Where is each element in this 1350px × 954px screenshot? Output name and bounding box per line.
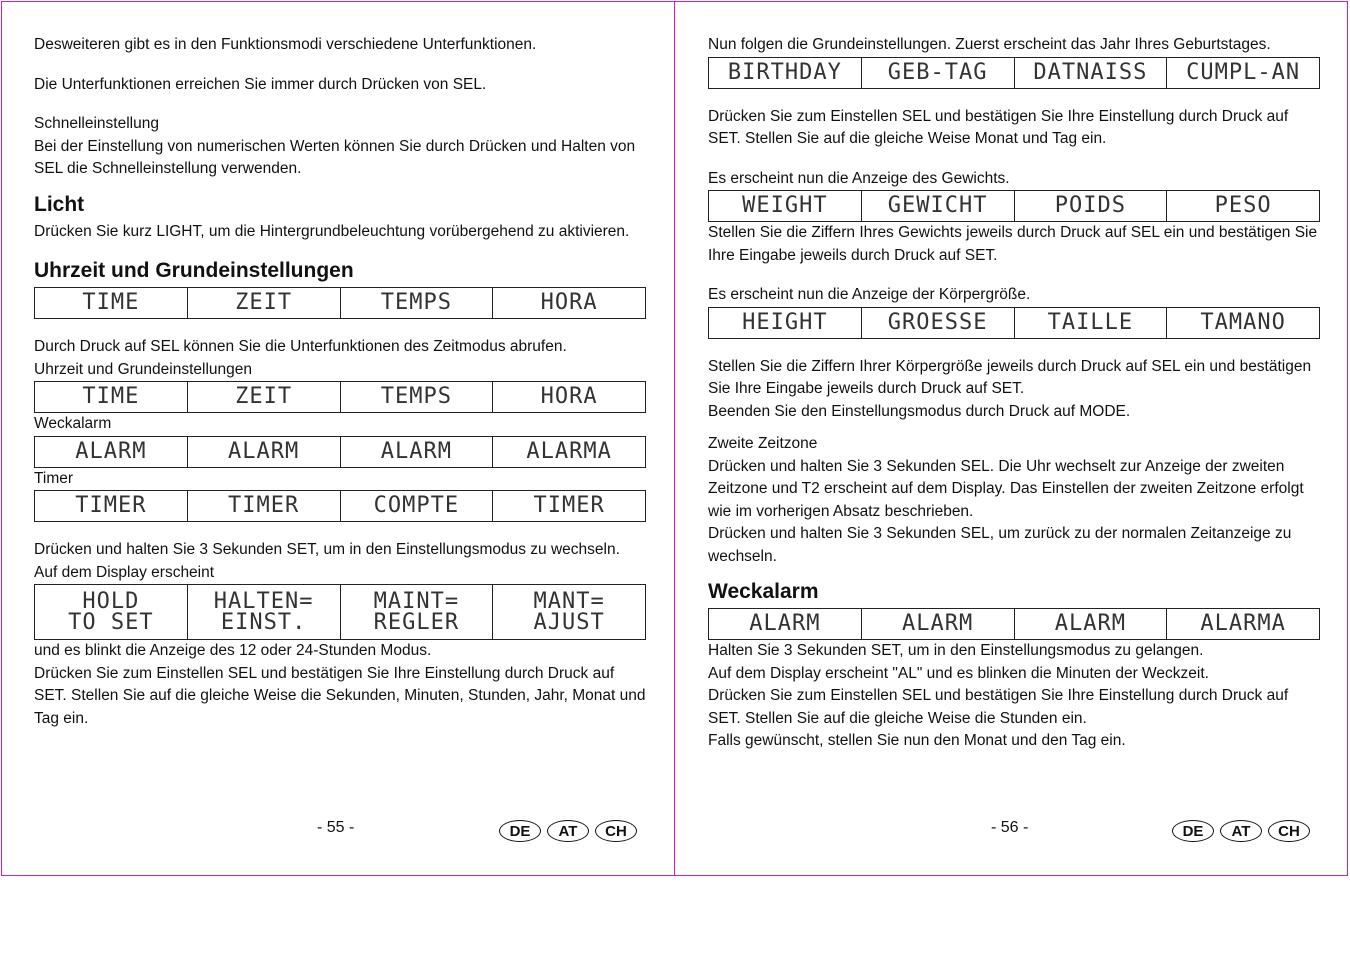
sub2-label: Weckalarm xyxy=(34,415,112,432)
intro-bold: Unterfunktionen xyxy=(422,36,533,53)
sub3-lcd-table xyxy=(34,490,646,522)
country-badges xyxy=(1172,820,1310,842)
badge-de: DE xyxy=(499,820,541,842)
lcd-cell: HEIGHT xyxy=(709,307,862,338)
right-content xyxy=(708,34,1320,753)
sel-paragraph: Die Unterfunktionen erreichen Sie immer durch Drücken von SEL. xyxy=(34,75,487,93)
time-lcd-table xyxy=(34,287,646,319)
lcd-cell: TAILLE xyxy=(1014,307,1167,338)
zone-paragraph-1: Drücken und halten Sie 3 Sekunden SEL. Die Uhr wechselt zur Anzeige der zweiten Zeitzone und T2 erscheint auf dem Display. Das Einstellen der zweiten Zeitzone erfolgt wie im vorherigen Absatz beschrieben. xyxy=(708,457,1304,520)
lcd-cell: ALARM xyxy=(340,436,493,467)
lcd-cell: DATNAISS xyxy=(1014,57,1167,88)
badge-de: DE xyxy=(1172,820,1214,842)
lcd-line: EINST. xyxy=(220,610,307,635)
country-badges xyxy=(499,820,637,842)
lcd-cell: ALARM xyxy=(709,609,862,640)
alarm-display-paragraph: Auf dem Display erscheint "AL" und es blinken die Minuten der Weckzeit. xyxy=(708,664,1209,682)
intro-end: . xyxy=(532,36,537,53)
birthday-set-paragraph: Drücken Sie zum Einstellen SEL und bestätigen Sie Ihre Einstellung durch Druck auf SET. Stellen Sie auf die gleiche Weise Monat und Tag ein. xyxy=(708,107,1289,147)
sub3-label: Timer xyxy=(34,469,74,487)
birthday-lcd-table xyxy=(708,57,1320,89)
zone-title: Zweite Zeitzone xyxy=(708,435,818,452)
alarm-lcd-table xyxy=(708,608,1320,640)
lcd-cell: WEIGHT xyxy=(709,191,862,222)
lcd-line: AJUST xyxy=(533,610,605,635)
badge-at: AT xyxy=(1220,820,1262,842)
height-lcd-table xyxy=(708,307,1320,339)
alarm-hold-paragraph: Halten Sie 3 Sekunden SET, um in den Einstellungsmodus zu gelangen. xyxy=(708,642,1204,659)
set-paragraph: Drücken Sie zum Einstellen SEL und bestätigen Sie Ihre Einstellung durch Druck auf SET. Stellen Sie auf die gleiche Weise die Sekunden, Minuten, Stunden, Jahr, Monat und Tag ein. xyxy=(34,664,646,727)
sub1-label: Uhrzeit und Grundeinstellungen xyxy=(34,360,252,378)
alarm-heading: Weckalarm xyxy=(708,580,819,603)
intro-paragraph xyxy=(34,34,646,57)
light-heading: Licht xyxy=(34,192,85,216)
page-number: - 55 - xyxy=(317,819,355,836)
lcd-cell: TIMER xyxy=(187,491,340,522)
lcd-cell: ALARM xyxy=(861,609,1014,640)
lcd-cell: ZEIT xyxy=(187,382,340,413)
lcd-cell: GEB-TAG xyxy=(861,57,1014,88)
lcd-line: MANT= xyxy=(533,589,605,614)
blink-paragraph: und es blinkt die Anzeige des 12 oder 24-Stunden Modus. xyxy=(34,642,432,659)
hold-lcd-table xyxy=(34,584,646,640)
left-page xyxy=(1,1,675,876)
weight-set-paragraph: Stellen Sie die Ziffern Ihres Gewichts jeweils durch Druck auf SEL ein und bestätigen Sie Ihre Eingabe jeweils durch Druck auf SET. xyxy=(708,224,1318,264)
lcd-cell: CUMPL-AN xyxy=(1167,57,1320,88)
left-content xyxy=(34,34,646,730)
lcd-cell: GEWICHT xyxy=(861,191,1014,222)
badge-at: AT xyxy=(547,820,589,842)
hold-paragraph: Drücken und halten Sie 3 Sekunden SET, um in den Einstellungsmodus zu wechseln. xyxy=(34,541,620,558)
intro-text: Desweiteren gibt es in den Funktionsmodi verschiedene xyxy=(34,36,423,53)
lcd-cell: BIRTHDAY xyxy=(709,57,862,88)
quick-title: Schnelleinstellung xyxy=(34,115,159,132)
lcd-cell: ALARM xyxy=(187,436,340,467)
badge-ch: CH xyxy=(1268,820,1310,842)
lcd-cell xyxy=(340,585,493,640)
weight-intro: Es erscheint nun die Anzeige des Gewichts. xyxy=(708,169,1010,187)
lcd-line: REGLER xyxy=(373,610,460,635)
lcd-cell: ALARM xyxy=(35,436,188,467)
lcd-cell: TIMER xyxy=(35,491,188,522)
birthday-paragraph: Nun folgen die Grundeinstellungen. Zuerst erscheint das Jahr Ihres Geburtstages. xyxy=(708,36,1271,53)
mode-paragraph: Beenden Sie den Einstellungsmodus durch Druck auf MODE. xyxy=(708,402,1131,420)
lcd-cell: TEMPS xyxy=(340,382,493,413)
right-page xyxy=(674,1,1348,876)
lcd-cell: GROESSE xyxy=(861,307,1014,338)
lcd-cell xyxy=(35,585,188,640)
page-number: - 56 - xyxy=(991,819,1029,836)
zone-paragraph-2: Drücken und halten Sie 3 Sekunden SEL, um zurück zu der normalen Zeitanzeige zu wechseln. xyxy=(708,525,1292,565)
lcd-cell: TAMANO xyxy=(1167,307,1320,338)
lcd-cell: POIDS xyxy=(1014,191,1167,222)
lcd-line: HALTEN= xyxy=(213,589,314,614)
lcd-cell: HORA xyxy=(493,288,646,319)
lcd-cell: TIME xyxy=(35,288,188,319)
lcd-cell: ZEIT xyxy=(187,288,340,319)
lcd-line: TO SET xyxy=(68,610,154,635)
alarm-set-paragraph: Drücken Sie zum Einstellen SEL und bestätigen Sie Ihre Einstellung durch Druck auf SET. Stellen Sie auf die gleiche Weise die Stunden ein. xyxy=(708,687,1289,727)
light-paragraph: Drücken Sie kurz LIGHT, um die Hintergrundbeleuchtung vorübergehend zu aktivieren. xyxy=(34,222,630,240)
height-intro: Es erscheint nun die Anzeige der Körpergröße. xyxy=(708,286,1031,303)
sub2-lcd-table xyxy=(34,436,646,468)
quick-paragraph: Bei der Einstellung von numerischen Werten können Sie durch Drücken und Halten von SEL die Schnelleinstellung verwenden. xyxy=(34,137,636,177)
lcd-cell: ALARM xyxy=(1014,609,1167,640)
lcd-line: HOLD xyxy=(82,589,140,614)
lcd-cell: TIMER xyxy=(493,491,646,522)
alarm-date-paragraph: Falls gewünscht, stellen Sie nun den Monat und den Tag ein. xyxy=(708,732,1126,749)
lcd-cell: COMPTE xyxy=(340,491,493,522)
time-heading: Uhrzeit und Grundeinstellungen xyxy=(34,259,354,282)
lcd-cell: TIME xyxy=(35,382,188,413)
lcd-cell: HORA xyxy=(493,382,646,413)
lcd-cell: ALARMA xyxy=(1167,609,1320,640)
lcd-cell xyxy=(187,585,340,640)
lcd-cell xyxy=(493,585,646,640)
height-set-paragraph: Stellen Sie die Ziffern Ihrer Körpergröße jeweils durch Druck auf SEL ein und bestätigen Sie Ihre Eingabe jeweils durch Druck auf SET. xyxy=(708,357,1312,397)
weight-lcd-table xyxy=(708,190,1320,222)
display-paragraph: Auf dem Display erscheint xyxy=(34,563,215,581)
lcd-cell: ALARMA xyxy=(493,436,646,467)
sub1-lcd-table xyxy=(34,381,646,413)
lcd-cell: PESO xyxy=(1167,191,1320,222)
lcd-cell: TEMPS xyxy=(340,288,493,319)
badge-ch: CH xyxy=(595,820,637,842)
press-paragraph: Durch Druck auf SEL können Sie die Unterfunktionen des Zeitmodus abrufen. xyxy=(34,338,567,355)
lcd-line: MAINT= xyxy=(373,589,460,614)
